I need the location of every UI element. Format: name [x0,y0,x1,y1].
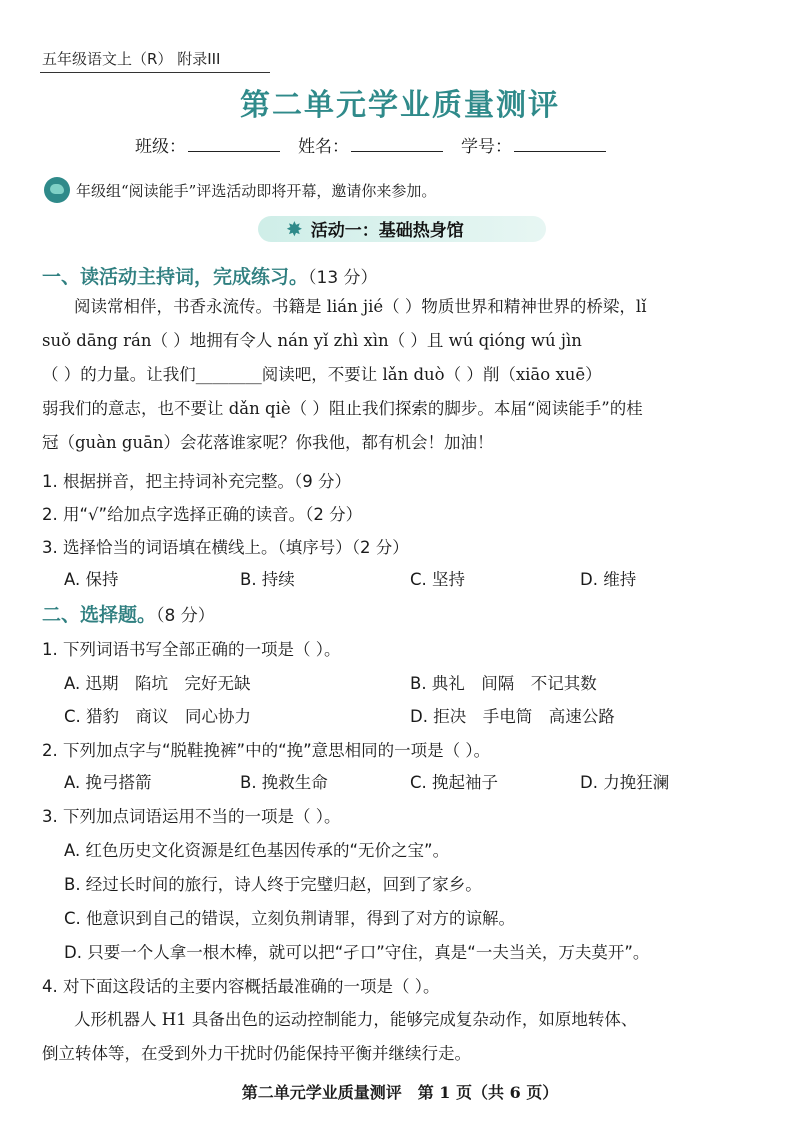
section2-q2: 2. 下列加点字与“脱鞋挽裤”中的“挽”意思相同的一项是（ ）。 [42,741,491,760]
page-title: 第二单元学业质量测评 [240,88,560,123]
class-label: 班级： [135,137,186,157]
page-footer: 第二单元学业质量测评 第 1 页（共 6 页） [241,1083,559,1102]
section1-q3-option-c[interactable]: C. 坚持 [410,570,466,589]
star-icon: ✸ [286,216,303,241]
section2-q2-option-d[interactable]: D. 力挽狂澜 [580,773,670,792]
section1-q3-option-b[interactable]: B. 持续 [240,570,295,589]
activity-heading [286,216,464,241]
section1-q1: 1. 根据拼音，把主持词补充完整。（9 分） [42,472,351,491]
section2-q3-option-a[interactable]: A. 红色历史文化资源是红色基因传承的“无价之宝”。 [64,841,450,860]
id-field[interactable] [461,132,606,157]
name-label: 姓名： [298,137,349,157]
section2-q3: 3. 下列加点词语运用不当的一项是（ ）。 [42,807,341,826]
student-info-fields [135,132,606,157]
class-field[interactable] [135,132,280,157]
section2-q2-option-a[interactable]: A. 挽弓搭箭 [64,773,152,792]
section2-q4: 4. 对下面这段话的主要内容概括最准确的一项是（ ）。 [42,977,440,996]
section2-q3-option-d[interactable]: D. 只要一个人拿一根木棒，就可以把“孑口”守住，真是“一夫当关，万夫莫开”。 [64,943,650,962]
section2-q1-option-a[interactable]: A. 迅期 陷坑 完好无缺 [64,674,251,693]
section2-q4-para-line-2: 倒立转体等，在受到外力干扰时仍能保持平衡并继续行走。 [42,1044,471,1063]
section2-q1: 1. 下列词语书写全部正确的一项是（ ）。 [42,640,341,659]
section1-para-line-3: （ ）的力量。让我们________阅读吧，不要让 lǎn duò（ ）削（xiāo xuē） [42,365,602,384]
leaf-icon [44,177,70,203]
book-tag: 五年级语文上（R） 附录III [42,50,221,68]
activity-title: 活动一：基础热身馆 [310,221,464,241]
section1-q3: 3. 选择恰当的词语填在横线上。（填序号）（2 分） [42,538,409,557]
section1-title [42,262,378,289]
section2-title-text: 二、选择题。 [42,604,157,626]
section2-q3-option-b[interactable]: B. 经过长时间的旅行，诗人终于完璧归赵，回到了家乡。 [64,875,482,894]
section1-para-line-5: 冠（guàn guān）会花落谁家呢？你我他，都有机会！加油！ [42,433,494,452]
section2-q3-option-c[interactable]: C. 他意识到自己的错误，立刻负荆请罪，得到了对方的谅解。 [64,909,516,928]
section2-q2-option-c[interactable]: C. 挽起袖子 [410,773,499,792]
section2-q1-option-d[interactable]: D. 拒决 手电筒 高速公路 [410,707,615,726]
section2-q1-option-c[interactable]: C. 猎豹 商议 同心协力 [64,707,252,726]
id-label: 学号： [461,137,512,157]
section2-q2-option-b[interactable]: B. 挽救生命 [240,773,328,792]
section1-para-line-4: 弱我们的意志，也不要让 dǎn qiè（ ）阻止我们探索的脚步。本届“阅读能手”的桂 [42,399,643,418]
section1-q3-option-d[interactable]: D. 维持 [580,570,637,589]
section2-q4-para-line-1: 人形机器人 H1 具备出色的运动控制能力，能够完成复杂动作，如原地转体、 [74,1010,638,1029]
notice [44,177,436,203]
section1-score: （13 分） [308,268,378,288]
section2-score: （8 分） [156,606,215,626]
section1-para-line-1: 阅读常相伴，书香永流传。书籍是 lián jié（ ）物质世界和精神世界的桥梁，lǐ [74,297,647,316]
notice-text: 年级组“阅读能手”评选活动即将开幕，邀请你来参加。 [76,181,437,200]
section1-q3-option-a[interactable]: A. 保持 [64,570,119,589]
section1-para-line-2: suǒ dāng rán（ ）地拥有令人 nán yǐ zhì xìn（ ）且 wú qióng wú jìn [42,331,582,350]
section1-title-text: 一、读活动主持词，完成练习。 [42,266,309,288]
name-field[interactable] [298,132,443,157]
section2-q1-option-b[interactable]: B. 典礼 间隔 不记其数 [410,674,597,693]
header-divider [40,72,270,73]
section1-q2: 2. 用“√”给加点字选择正确的读音。（2 分） [42,505,363,524]
section2-title [42,600,215,627]
